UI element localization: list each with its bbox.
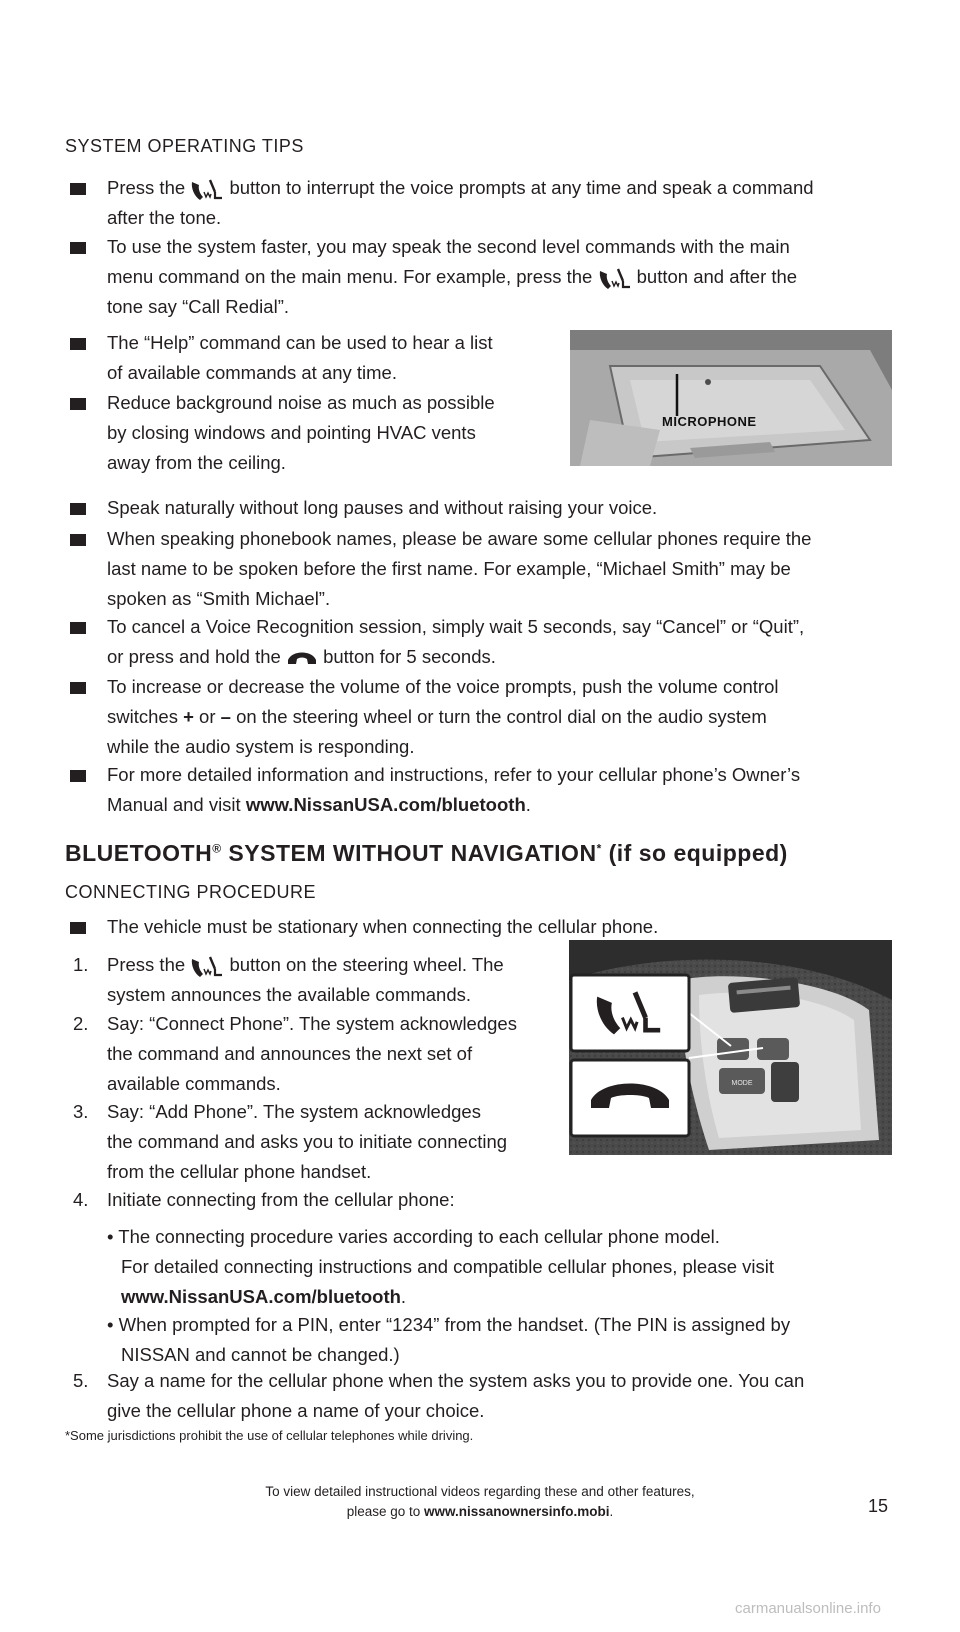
watermark: carmanualsonline.info: [735, 1600, 881, 1617]
talk-button-icon: [598, 265, 632, 291]
step-5: [107, 1366, 804, 1426]
tip-5-line1: Speak naturally without long pauses and without raising your voice.: [107, 497, 658, 518]
tip-6: [107, 524, 811, 614]
step-3-line1: Say: “Add Phone”. The system acknowledges: [107, 1101, 481, 1122]
tip-9-line1: For more detailed information and instructions, refer to your cellular phone’s Owner’s: [107, 764, 801, 785]
step-2-line2: the command and announces the next set of: [107, 1043, 473, 1064]
sub-bullet-2-line2: NISSAN and cannot be changed.): [121, 1344, 400, 1365]
step-4: Initiate connecting from the cellular phone:: [107, 1189, 455, 1210]
step-3-line3: from the cellular phone handset.: [107, 1161, 372, 1182]
registered-mark: ®: [212, 841, 222, 856]
tip-8-line1: To increase or decrease the volume of the voice prompts, push the volume control: [107, 676, 779, 697]
sub-bullet-2: [107, 1310, 790, 1370]
heading-equipped: (if so equipped): [601, 840, 788, 866]
videos-note-post: .: [609, 1504, 614, 1519]
step-3-number: 3.: [73, 1101, 89, 1122]
tip-7-pre: or press and hold the: [107, 646, 281, 667]
bluetooth-url[interactable]: www.NissanUSA.com/bluetooth: [245, 794, 526, 815]
step-1-number: 1.: [73, 954, 89, 975]
talk-button-icon: [190, 953, 224, 979]
tip-9-post: .: [525, 794, 531, 815]
tip-4-line1: Reduce background noise as much as possible: [107, 392, 495, 413]
heading-bluetooth: BLUETOOTH: [65, 840, 213, 866]
bullet-marker: [70, 183, 86, 195]
tip-8-line3: while the audio system is responding.: [107, 736, 415, 757]
tip-9-pre: Manual and visit: [107, 794, 241, 815]
videos-note-line1: To view detailed instructional videos regarding these and other features,: [265, 1484, 695, 1499]
sub-bullet-1-post: .: [400, 1286, 407, 1307]
tip-1-pre: Press the: [107, 177, 186, 198]
step-2-line1: Say: “Connect Phone”. The system acknowledges: [107, 1013, 517, 1034]
connecting-procedure-heading: CONNECTING PROCEDURE: [65, 882, 317, 902]
tip-6-line1: When speaking phonebook names, please be aware some cellular phones require the: [107, 528, 812, 549]
tip-3-line2: of available commands at any time.: [107, 362, 397, 383]
step-4-number: 4.: [73, 1189, 89, 1210]
step-5-line1: Say a name for the cellular phone when the system asks you to provide one. You can: [107, 1370, 805, 1391]
bullet-marker: [70, 338, 86, 350]
tip-2-line3: tone say “Call Redial”.: [107, 296, 289, 317]
bullet-marker: [70, 622, 86, 634]
bullet-marker: [70, 242, 86, 254]
headliner-illustration: [570, 330, 892, 466]
tip-4-line2: by closing windows and pointing HVAC vents: [107, 422, 476, 443]
sub-bullet-1-line2: For detailed connecting instructions and compatible cellular phones, please visit: [121, 1256, 775, 1277]
sub-bullet-1-line1: • The connecting procedure varies according to each cellular phone model.: [107, 1226, 720, 1247]
page-number: 15: [868, 1496, 889, 1516]
tip-4-line3: away from the ceiling.: [107, 452, 286, 473]
bullet-marker: [70, 534, 86, 546]
bluetooth-url-2[interactable]: www.NissanUSA.com/bluetooth: [121, 1286, 401, 1307]
bullet-marker: [70, 770, 86, 782]
sub-bullet-1: [107, 1222, 774, 1312]
tip-2-post: button and after the: [636, 266, 798, 287]
videos-note: [0, 1482, 960, 1522]
step-1-pre: Press the: [107, 954, 186, 975]
plus-symbol: +: [183, 706, 194, 727]
heading-system: SYSTEM WITHOUT NAVIGATION: [221, 840, 597, 866]
tip-8-mid: or: [199, 706, 216, 727]
step-2-number: 2.: [73, 1013, 89, 1034]
bullet-marker: [70, 398, 86, 410]
tip-8-pre: switches: [107, 706, 178, 727]
section-heading: [65, 840, 788, 867]
bullet-marker: [70, 922, 86, 934]
tip-1: [107, 173, 814, 233]
tip-3-line1: The “Help” command can be used to hear a list: [107, 332, 493, 353]
steering-wheel-photo: [569, 940, 892, 1155]
step-2-line3: available commands.: [107, 1073, 281, 1094]
microphone-label: MICROPHONE: [662, 414, 757, 429]
videos-note-pre: please go to: [346, 1504, 421, 1519]
tip-4: [107, 388, 495, 478]
step-1: [107, 950, 504, 1010]
tip-3: [107, 328, 493, 388]
tip-8-post: on the steering wheel or turn the control dial on the audio system: [236, 706, 767, 727]
tip-9: [107, 760, 800, 820]
tip-7-line1: To cancel a Voice Recognition session, simply wait 5 seconds, say “Cancel” or “Quit”,: [107, 616, 805, 637]
footnote: *Some jurisdictions prohibit the use of cellular telephones while driving.: [65, 1428, 474, 1443]
step-3-line2: the command and asks you to initiate connecting: [107, 1131, 508, 1152]
tip-7: [107, 612, 804, 672]
step-1-post: button on the steering wheel. The: [229, 954, 504, 975]
owners-info-url[interactable]: www.nissanownersinfo.mobi: [424, 1504, 610, 1519]
tip-7-post: button for 5 seconds.: [323, 646, 496, 667]
step-1-line2: system announces the available commands.: [107, 984, 472, 1005]
minus-symbol: –: [220, 706, 231, 727]
talk-button-icon: [190, 176, 224, 202]
tip-2-line1: To use the system faster, you may speak the second level commands with the main: [107, 236, 790, 257]
tip-1-line2: after the tone.: [107, 207, 222, 228]
bullet-marker: [70, 503, 86, 515]
sub-bullet-2-line1: • When prompted for a PIN, enter “1234” from the handset. (The PIN is assigned by: [107, 1314, 791, 1335]
tips-heading: SYSTEM OPERATING TIPS: [65, 136, 304, 156]
tip-1-post: button to interrupt the voice prompts at any time and speak a command: [229, 177, 814, 198]
step-2: [107, 1009, 517, 1099]
steering-wheel-illustration: [569, 940, 892, 1155]
tip-5: [107, 493, 657, 523]
step-5-number: 5.: [73, 1370, 89, 1391]
step-3: [107, 1097, 507, 1187]
tip-6-line2: last name to be spoken before the first name. For example, “Michael Smith” may be: [107, 558, 791, 579]
tip-6-line3: spoken as “Smith Michael”.: [107, 588, 331, 609]
bullet-marker: [70, 682, 86, 694]
tip-2: [107, 232, 797, 322]
microphone-photo: [570, 330, 892, 466]
heading-asterisk: *: [596, 841, 602, 856]
step-5-line2: give the cellular phone a name of your choice.: [107, 1400, 485, 1421]
tip-8: [107, 672, 779, 762]
stationary-note: The vehicle must be stationary when connecting the cellular phone.: [107, 916, 659, 937]
mode-label: MODE: [731, 1080, 753, 1087]
hang-up-icon: [286, 648, 318, 668]
tip-2-pre: menu command on the main menu. For example, press the: [107, 266, 593, 287]
